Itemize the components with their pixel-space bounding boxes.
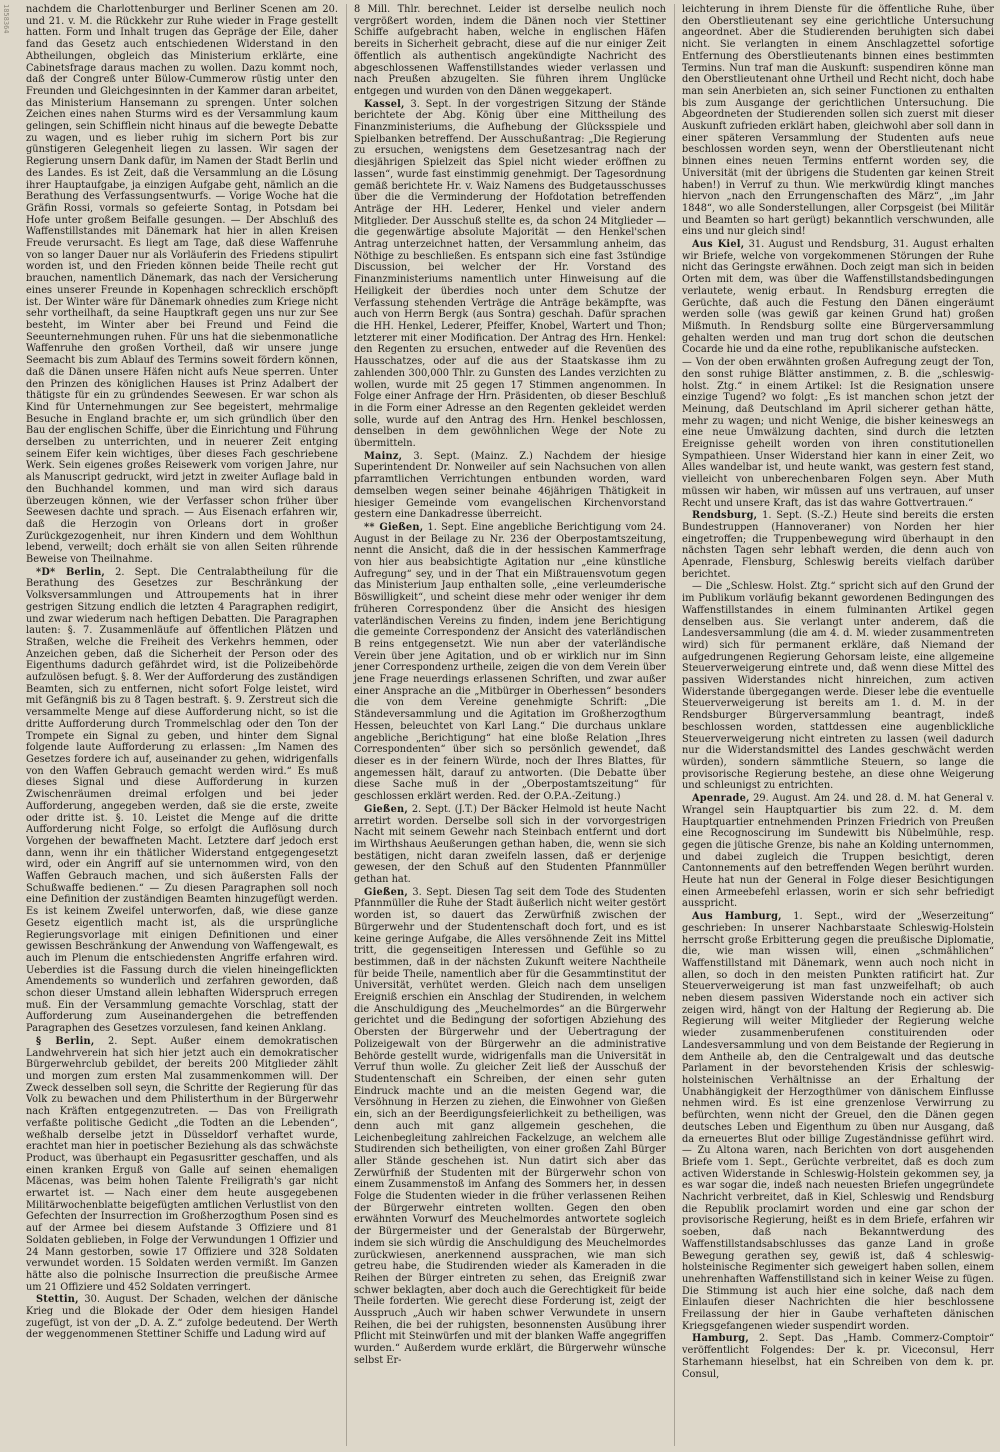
article-dateline: Aus Kiel,: [692, 239, 745, 251]
article-dateline: Kassel,: [364, 98, 405, 110]
article-text: 2. Sept. Außer einem demokratischen Landwehrverein hat sich hier jetzt auch ein demokratischer Bürgerwehrclub gebildet, der bereits 200 Mitglieder zählt und morgen zum ersten Mal zusammenkommen will. Der Zweck desselben soll seyn, die Schritte der Regierung für das Volk zu bewachen und dem Philisterthum in der Bürgerwehr nach Kräften entgegenzutreten. — Das von Freiligrath verfaßte politische Gedicht „die Todten an die Lebenden“, weßhalb derselbe jetzt in Düsseldorf verhaftet wurde, erachtet man hier in poetischer Beziehung als das schwächste Product, was überhaupt ein Pegasusritter geschaffen, und als einen kranken Erguß von Galle auf seinen ehemaligen Mäcenas, was beim hohen Talente Freiligrath's gar nicht erwartet ist. — Nach einer dem heute ausgegebenen Militärwochenblatte beigefügten amtlichen Verlustlist von den Gefechten der Insurrection im Großherzogthum Posen sind es auf der Armee bei diesem Aufstande 3 Offiziere und 81 Soldaten geblieben, in Folge der Verwundungen 1 Offizier und 24 Mann gestorben, sowie 17 Offiziere und 328 Soldaten verwundet worden. 15 Soldaten werden vermißt. Im Ganzen hätte also die polnische Insurrection die preußische Armee um 21 Offiziere und 452 Soldaten verringert.: [26, 1035, 338, 1293]
article-text: — Die „Schlesw. Holst. Ztg.“ spricht sich auf den Grund der im Publikum vorläufig bekannt gewordenen Bedingungen des Waffenstillstandes in einem fulminanten Artikel gegen denselben aus. Sie verlangt unter anderem, daß die Landesversammlung (die am 4. d. M. wieder zusammentreten wird) sich für permanent erkläre, daß Niemand der aufgedrungenen Regierung Gehorsam leiste, eine allgemeine Steuerverweigerung eintrete und, daß wenn diese Mittel des passiven Widerstandes nicht hinreichen, zum activen Widerstande übergegangen werde. Dieser lebe die eventuelle Steuerverweigerung ist bereits am 1. d. M. in der Rendsburger Bürgerversammlung beantragt, indeß beschlossen worden, stattdessen eine augenblickliche Steuerverweigerung nicht eintreten zu lassen (weil dadurch nur die Widerstandsmittel des Landes geschwächt werden würden), sondern sämmtliche Steuern, so lange die provisorische Regierung bestehe, an diese ohne Weigerung und schleunigst zu entrichten.: [682, 581, 994, 792]
article-paragraph: [682, 239, 994, 356]
article-dateline: Stettin,: [36, 1294, 79, 1306]
column-left: [26, 4, 338, 1446]
article-dateline: Hamburg,: [692, 1333, 749, 1345]
article-paragraph: [354, 4, 666, 98]
article-paragraph: [682, 581, 994, 792]
article-text: 2. Sept. (J.T.) Der Bäcker Helmold ist heute Nacht arretirt worden. Derselbe soll sich in der vorvorgestrigen Nacht mit seinem Gewehr nach Steinbach entfernt und dort im Wirthshaus Aeußerungen gethan haben, die, wenn sie sich bestätigen, nicht daran zweifeln lassen, daß er derjenige gewesen, der den Schuß auf den Studenten Pfannmüller gethan hat.: [354, 803, 666, 886]
article-text: 3. Sept. Diesen Tag seit dem Tode des Studenten Pfannmüller die Ruhe der Stadt äußerlich nicht weiter gestört worden ist, so dauert das Zerwürfniß zwischen der Bürgerwehr und der Studentenschaft doch fort, und es ist keine geringe Aufgabe, die Alles versöhnende Zeit ins Mittel tritt, die gegenseitigen Interessen und Gefühle so zu bestimmen, daß in der nächsten Zukunft weitere Nachtheile für beide Theile, namentlich aber für die Gesammtinstitut der Universität, verhütet werden. Gleich nach dem unseligen Ereigniß erschien ein Anschlag der Studirenden, in welchem die Anschuldigung des „Meuchelmordes“ an die Bürgerwehr gerichtet und die Bedingung der sofortigen Abziehung des Obersten der Bürgerwehr und der Uebertragung der Polizeigewalt von der Bürgerwehr an die administrative Behörde gestellt wurde, widrigenfalls man die Universität in Verruf thun wolle. Zu gleicher Zeit ließ der Ausschuß der Studentenschaft ein Schreiben, der einen sehr guten Eindruck machte und an die meisten Gegend war, die Versöhnung in Herzen zu ziehen, die Einwohner von Gießen ein, sich an der Beerdigungsfeierlichkeit zu betheiligen, was denn auch mit ganz allgemein geschehen, die Leichenbegleitung zahlreichen Fackelzuge, an welchem alle Studirenden sich betheiligten, von einer großen Zahl Bürger aller Stände geschehen ist. Nun datirt sich aber das Zerwürfniß der Studenten mit der Bürgerwehr schon von einem Zusammenstoß im Anfang des Sommers her, in dessen Folge die Studenten wieder in die früher verlassenen Reihen der Bürgerwehr eintreten wollten. Gegen den oben erwähnten Vorwurf des Meuchelmordes antwortete sogleich der Bürgermeister und der Generalstab der Bürgerwehr, indem sie sich würdig die Anschuldigung des Meuchelmordes zurückwiesen, anerkennend aussprachen, wie man sich getreu habe, die Studirenden wieder als Kameraden in die Reihen der Bürger eintreten zu sehen, das Ereigniß zwar schwer beklagten, aber doch auch die Gerechtigkeit für beide Theile forderten. Wie gerecht diese Forderung ist, zeigt der Ausspruch „Auch wir haben schwer Verwundete in unsern Reihen, die bei der ruhigsten, besonnensten Ausübung ihrer Pflicht mit Steinwürfen und mit der blanken Waffe angegriffen wurden.“ Außerdem wurde erklärt, die Bürgerwehr wünsche selbst Er-: [354, 886, 666, 1366]
article-text: 2. Sept. Das „Hamb. Commerz-Comptoir“ veröffentlicht Folgendes: Der k. pr. Viceconsul, Herr Starhemann hieselbst, hat ein Schreiben von dem k. pr. Consul,: [682, 1333, 994, 1380]
article-text: 8 Mill. Thlr. berechnet. Leider ist derselbe neulich noch vergrößert worden, indem die Dänen noch vier Stettiner Schiffe aufgebracht haben, welche in englischen Häfen bereits in Sicherheit gebracht, diese auf die nur einiger Zeit öffentlich als authentisch angekündigte Nachricht des abgeschlossenen Waffenstillstandes wieder verlassen und nach Preußen abzugelten. Sie führen ihrem Unglücke entgegen und wurden von den Dänen weggekapert.: [354, 4, 666, 97]
article-dateline: Apenrade,: [692, 793, 750, 805]
article-text: leichterung in ihrem Dienste für die öffentliche Ruhe, über den Oberstlieutenant sey eine gerichtliche Untersuchung angeordnet. Aber die Studierenden beruhigten sich dabei nicht. Sie verlangten in einem Anschlagzettel sofortige Entfernung des Oberstlieutenants binnen eines bestimmten Termins. Nun traf man die Auskunft: suspendiren könne man den Oberstlieutenant ohne Urtheil und Recht nicht, doch habe man sein Anerbieten an, sich seiner Functionen zu enthalten bis zum Ausgange der gerichtlichen Untersuchung. Die Abgeordneten der Studierenden sollen sich zuerst mit dieser Auskunft zufrieden erklärt haben, gleichwohl aber soll dann in einer späteren Versammlung der Studenten aufs neue beschlossen worden seyn, wenn der Oberstlieutenant nicht binnen eines neuen Termins entfernt worden sey, die Universität (mit der übrigens die Studenten gar keinen Streit haben!) in Verruf zu thun. Wie merkwürdig klingt manches hiervon „nach den Errungenschaften des März“, „im Jahr 1848“, wo alle Sonderstellungen, aller Corpsgeist (bei Militär und Beamten so hart gerügt) bekanntlich verschwunden, alle eins und nur gleich sind!: [682, 4, 994, 238]
article-dateline: Gießen,: [364, 803, 408, 815]
column-middle: [346, 4, 666, 1446]
article-paragraph: [682, 1333, 994, 1380]
article-text: 1. Sept. Eine angebliche Berichtigung vom 24. August in der Beilage zu Nr. 236 der Oberpostamtszeitung, nennt die Ansicht, daß die in der hessischen Kammerfrage von hier aus beabsichtigte Agitation nur „eine künstliche Aufregung“ sey, und in der That ein Mißtrauensvotum gegen das Ministerium Jaup enthalten solle, „eine verleumderische Böswilligkeit“, und scheint diese mehr oder weniger ihr dem früheren Correspondenz über die Ansicht des hiesigen vaterländischen Vereins zu finden, indem jene Berichtigung die gemeinte Correspondenz der Ansicht des vaterländischen B reins entgegensetzt. Wie nun aber der vaterländische Verein über jene Agitation, und ob er wirklich nur im Sinn jener Correspondenz urtheile, zeigen die von dem Verein über jene Frage neuerdings erlassenen Schriften, und zwar außer einer Ansprache an die „Mitbürger in Oberhessen“ besonders die von dem Vereine genehmigte Schrift: „Die Ständeversammlung und die Agitation im Großherzogthum Hessen, beleuchtet von Karl Lang.“ Die durchaus unklare angebliche „Berichtigung“ hat eine bloße Relation „Ihres Correspondenten“ über sich so persönlich gewendet, daß dieser es in der feinern Würde, noch der Ihres Blattes, für angemessen hält, darauf zu antworten. (Die Debatte über diese Sache muß in der „Oberpostamtszeitung“ für geschlossen erklärt werden. Red. der O.P.A.-Zeitung.): [354, 521, 666, 803]
article-paragraph: [26, 567, 338, 1035]
article-text: nachdem die Charlottenburger und Berliner Scenen am 20. und 21. v. M. die Rückkehr zur Ruhe wieder in Frage gestellt hatten. Form und Inhalt trugen das Gepräge der Eile, daher fand das Gesetz auch entschiedenen Widerstand in den Abtheilungen, obgleich das Ministerium erklärte, eine Cabinetsfrage daraus machen zu wollen. Dazu kommt noch, daß der Congreß unter Bülow-Cummerow rüstig unter den Freunden und Gleichgesinnten in der Kammer daran arbeitet, das Ministerium Hansemann zu sprengen. Unter solchen Zeichen eines nahen Sturms wird es der Versammlung kaum gelingen, sein Schifflein nicht hinaus auf die bewegte Debatte zu wagen, und es lieber ruhig im sichern Port bis zur günstigeren Gelegenheit liegen zu lassen. Wir sagen der Regierung unsern Dank dafür, im Namen der Stadt Berlin und des Landes. Es ist Zeit, daß die Versammlung an die Lösung ihrer Hauptaufgabe, ja einzigen Aufgabe geht, nämlich an die Berathung des Verfassungsentwurfs. — Vorige Woche hat die Gräfin Rossi, vormals so gefeierte Sontag, in Potsdam bei Hofe unter großem Beifalle gesungen. — Der Abschluß des Waffenstillstandes mit Dänemark hat hier in allen Kreisen Freude verursacht. Es liegt am Tage, daß diese Waffenruhe von so langer Dauer nur als Vorläuferin des Friedens stipulirt worden ist, und den Frieden können beide Theile recht gut brauchen, namentlich Dänemark, das nach der Versicherung eines unserer Freunde in Kopenhagen schrecklich erschöpft ist. Der Winter wäre für Dänemark ohnedies zum Kriege nicht sehr vortheilhaft, da seine Hauptkraft gegen uns nur zur See besteht, im Winter aber bei Freund und Feind die Seeunternehmungen ruhen. Für uns hat die siebenmonatliche Waffenruhe den großen Vortheil, daß wir unsere junge Seemacht bis zum Ablauf des Termins soweit fördern können, daß die Dänen unsere Häfen nicht aufs Neue sperren. Unter den Prinzen des königlichen Hauses ist Prinz Adalbert der thätigste für ein zu gründendes Seewesen. Er war schon als Kind für Unternehmungen zur See begeistert, mehrmalige Besuche in England brachte er, um sich gründlich über den Bau der englischen Schiffe, über die Einrichtung und Führung derselben zu unterrichten, und in neuerer Zeit entging seinem Eifer kein wichtiges, über dieses Fach geschriebene Werk. Sein eigenes großes Reisewerk vom vorigen Jahre, nur als Manuscript gedruckt, wird jetzt in zweiter Auflage bald in den Buchhandel kommen, und man wird sich daraus überzeugen können, wie der Verfasser schon früher über Seewesen dachte und sprach. — Aus Eisenach erfahren wir, daß die Herzogin von Orleans dort in großer Zurückgezogenheit, nur ihren Kindern und dem Wohlthun lebend, verweilt; doch erhält sie von allen Seiten rührende Beweise von Theilnahme.: [26, 4, 338, 566]
article-paragraph: [682, 4, 994, 238]
article-paragraph: [682, 510, 994, 580]
article-paragraph: [26, 4, 338, 566]
article-paragraph: [354, 804, 666, 886]
article-text: 3. Sept. In der vorgestrigen Sitzung der Stände berichtete der Abg. König über eine Mittheilung des Finanzministeriums, die Aufhebung der Glücksspiele und Spielbanken betreffend. Der Ausschußantrag: „Die Regierung zu ersuchen, wenigstens dem Gesetzesantrag nach der diesjährigen Spielzeit das Spiel nicht wieder eröffnen zu lassen“, wurde fast einstimmig genehmigt. Der Tagesordnung gemäß berichtete Hr. v. Waiz Namens des Budgetausschusses über die die Verminderung der Hofdotation betreffenden Anträge der HH. Lederer, Henkel und vieler andern Mitglieder. Der Ausschuß stellte es, da schon 24 Mitglieder — die gegenwärtige absolute Majorität — den Henkel'schen Antrag unterzeichnet hatten, der Versammlung anheim, das Nöthige zu beschließen. Es entspann sich eine fast 3stündige Discussion, bei welcher der Hr. Vorstand des Finanzministeriums namentlich unter Hinweisung auf die Heiligkeit der überdies noch unter dem Schutze der Verfassung stehenden Verträge die Anträge bekämpfte, was auch von Herrn Bergk (aus Sontra) geschah. Dafür sprachen die HH. Henkel, Lederer, Pfeiffer, Knobel, Wartert und Thon; letzterer mit einer Modification. Der Antrag des Hrn. Henkel: den Regenten zu ersuchen, entweder auf die Revenüen des Hausschatzes, oder auf die aus der Staatskasse ihm zu zahlenden 300,000 Thlr. zu Gunsten des Landes verzichten zu wollen, wurde mit 25 gegen 17 Stimmen angenommen. In Folge einer Anfrage der Hrn. Präsidenten, ob dieser Beschluß in die Form einer Adresse an den Regenten gekleidet werden solle, wurde auf den Antrag des Hrn. Henkel beschlossen, denselben in dem gewöhnlichen Wege der Note zu übermitteln.: [354, 98, 666, 450]
article-text: 2. Sept. Die Centralabtheilung für die Berathung des Gesetzes zur Beschränkung der Volksversammlungen und Attroupements hat in ihrer gestrigen Sitzung endlich die letzten 4 Paragraphen redigirt, und zwar wiederum nach heftigen Debatten. Die Paragraphen lauten: §. 7. Zusammenläufe auf öffentlichen Plätzen und Straßen, welche die Freiheit des Verkehrs hemmen, oder Anzeichen geben, daß die Sicherheit der Person oder des Eigenthums dadurch gefährdet wird, ist die Polizeibehörde aufzulösen befugt. §. 8. Wer der Aufforderung des zuständigen Beamten, sich zu entfernen, nicht sofort Folge leistet, wird mit Gefängniß bis zu 8 Tagen bestraft. §. 9. Zerstreut sich die versammelte Menge auf diese Aufforderung nicht, so ist die dritte Aufforderung durch Trommelschlag oder den Ton der Trompete ein Signal zu geben, und hinter dem Signal folgende laute Aufforderung zu erlassen: „Im Namen des Gesetzes fordere ich auf, auseinander zu gehen, widrigenfalls von den Waffen Gebrauch gemacht werden wird.“ Es muß dieses Signal und diese Aufforderung in kurzen Zwischenräumen dreimal erfolgen und bei jeder Aufforderung, angegeben werden, daß sie die erste, zweite oder dritte ist. §. 10. Leistet die Menge auf die dritte Aufforderung nicht Folge, so erfolgt die Auflösung durch Vorgehen der bewaffneten Macht. Letztere darf jedoch erst dann, wenn ihr ein thätlicher Widerstand entgegengesetzt wird, oder ein Angriff auf sie unternommen wird, von den Waffen Gebrauch machen, und sich äußersten Falls der Schußwaffe bedienen.“ — Zu diesen Paragraphen soll noch eine Definition der zuständigen Beamten hinzugefügt werden. Es ist keinem Zweifel unterworfen, daß, wie diese ganze Gesetz eigentlich macht ist, als die ursprüngliche Regierungsvorlage mit einigen Definitionen und einer gewissen Beschränkung der Anwendung von Waffengewalt, es auch im Plenum die entschiedensten Angriffe erfahren wird. Ueberdies ist die Fassung durch die vielen hineingeflickten Amendements so wunderlich und zerfahren geworden, daß schon dieser Umstand allein lebhaften Widerspruch erregen muß. Ein der Versammlung gemachte Vorschlag, statt der Aufforderung zum Auseinandergehen die betreffenden Paragraphen des Gesetzes vorzulesen, fand keinen Anklang.: [26, 566, 338, 1035]
article-paragraph: [354, 887, 666, 1367]
article-paragraph: [354, 451, 666, 521]
article-paragraph: [682, 357, 994, 509]
article-text: 30. August. Der Schaden, welchen der dänische Krieg und die Blokade der Oder dem hiesigen Handel zugefügt, ist von der „D. A. Z.“ zufolge bedeutend. Der Werth der weggenommenen Stettiner Schiffe und Ladung wird auf: [26, 1294, 338, 1341]
article-dateline: Mainz,: [364, 450, 403, 462]
article-dateline: § Berlin,: [36, 1035, 95, 1047]
article-text: 3. Sept. (Mainz. Z.) Nachdem der hiesige Superintendent Dr. Nonweiler auf sein Nachsuchen von allen pfarramtlichen Verrichtungen entbunden worden, ward demselben wegen seiner beinahe 46jährigen Thätigkeit in hiesiger Gemeinde vom evangelischen Kirchenvorstand gestern eine Dankadresse überreicht.: [354, 450, 666, 521]
article-paragraph: [354, 522, 666, 803]
article-text: 1. Sept. (S.-Z.) Heute sind bereits die ersten Bundestruppen (Hannoveraner) von Norden her hier eingetroffen; die Truppenbewegung wird überhaupt in den nächsten Tagen sehr lebhaft werden, die denn auch von Apenrade, Flensburg, Schleswig bereits vielfach darüber berichtet.: [682, 510, 994, 580]
article-paragraph: [682, 793, 994, 910]
article-text: 29. August. Am 24. und 28. d. M. hat General v. Wrangel sein Hauptquartier bis zum 22. d. M. dem Hauptquartier entnehmenden Prinzen Friedrich von Preußen eine Recognoscirung im Sundewitt bis Nübelmühle, resp. gegen die jütische Grenze, bis nahe an Kolding unternommen, und dabei zugleich die Truppen besichtigt, deren Cantonnements auf den betreffenden Wegen berührt wurden. Heute hat nun der General in Folge dieser Besichtigungen einen Armeebefehl erlassen, worin er sich sehr befriedigt ausspricht.: [682, 793, 994, 910]
article-text: 1. Sept., wird der „Weserzeitung“ geschrieben: In unserer Nachbarstaate Schleswig-Holstein herrscht große Erbitterung gegen die preußische Diplomatie, die, wie man wissen will, einen „schmählichen“ Waffenstillstand mit Dänemark, wenn auch noch nicht in allen, so doch in den meisten Punkten ratificirt hat. Zur Steuerverweigerung ist man fast unzweifelhaft; ob auch neben diesem passiven Widerstande noch ein activer sich zeigen wird, hängt von der Haltung der Regierung ab. Die Regierung will weiter Mitglieder der Regierung welche wieder zusammenberufenen constituirenden oder Landesversammlung und von dem Beistande der Regierung in dem Antheile ab, den die Centralgewalt und das deutsche Parlament in der bevorstehenden Krisis der schleswig-holsteinischen Verhältnisse an der Erhaltung der Unabhängigkeit der Herzogthümer von dänischem Einflusse nehmen wird. Es ist eine grenzenlose Verwirrung zu befürchten, wenn nicht der Greuel, den die Dänen gegen deutsches Leben und Eigenthum zu üben nur Ausgang, daß da erneuertes Blut oder billige Zugeständnisse geführt wird. — Zu Altona waren, nach Berichten von dort ausgehenden Briefe vom 1. Sept., Gerüchte verbreitet, daß es doch zum activen Widerstande in Schleswig-Holstein gekommen sey, ja es war sogar die, indeß nach neuesten Briefen ungegründete Nachricht verbreitet, daß in Kiel, Schleswig und Rendsburg die Republik proclamirt worden und eine gar schon der provisorische Regierung, heißt es in dem Briefe, erfahren wir soeben, daß nach Bekanntwerdung des Waffenstillstandsabschlusses das ganze Land in große Bewegung gerathen sey, gewiß ist, daß 4 schleswig-holsteinische Regimenter sich geweigert haben sollen, einem unehrenhaften Waffenstillstand sich in keiner Weise zu fügen. Die Stimmung ist auch hier eine solche, daß nach dem Einlaufen dieser Nachrichten die hier beschlossene Freilassung der hier in Gaube verhafteten dänischen Kriegsgefangenen wieder suspendirt worden.: [682, 911, 994, 1332]
article-dateline: Gießen,: [364, 886, 408, 898]
article-paragraph: [682, 911, 994, 1332]
article-paragraph: [354, 99, 666, 450]
article-dateline: Rendsburg,: [692, 510, 758, 522]
article-dateline: Aus Hamburg,: [692, 911, 782, 923]
article-paragraph: [26, 1294, 338, 1341]
article-text: 31. August und Rendsburg, 31. August erhalten wir Briefe, welche von vorgekommenen Störungen der Ruhe nicht das Geringste erwähnen. Doch zeigt man sich in beiden Orten mit dem, was über die Waffenstillstandsbedingungen verlautete, wenig erbaut. In Rendsburg erregten die Gerüchte, daß auch die Festung den Dänen eingeräumt werden solle (was gewiß gar keinen Grund hat) großen Mißmuth. In Rendsburg sollte eine Bürgerversammlung gehalten werden und man trug dort schon die deutschen Cocarde hie und da eine rothe, republikanische aufstecken.: [682, 239, 994, 356]
column-right: [674, 4, 994, 1446]
article-dateline: *D* Berlin,: [36, 566, 106, 578]
article-paragraph: [26, 1036, 338, 1293]
scan-id: 1858364: [2, 4, 10, 34]
article-dateline: ** Gießen,: [364, 521, 424, 533]
article-text: — Von der oben erwähnten großen Aufregung zeugt der Ton, den sonst ruhige Blätter anstimmen, z. B. die „schleswig-holst. Ztg.“ in einem Artikel: Ist die Resignation unsere einzige Tugend? wo folgt: „Es ist manchen schon jetzt der Meinung, daß Deutschland im April sicherer gethan hätte, mehr zu wagen; und nicht Wenige, die bisher keineswegs an eine neue Umwälzung dachten, sind durch die letzten Ereignisse geheilt worden von ihren constitutionellen Sympathieen. Unser Widerstand hier kann in einer Zeit, wo Alles wandelbar ist, und heute wankt, was gestern fest stand, vielleicht von unberechenbaren Folgen seyn. Aber Muth müssen wir haben, wir müssen auf uns vertrauen, auf unser Recht und unsere Kraft, das ist das wahre Gottvertrauen.“: [682, 357, 994, 509]
